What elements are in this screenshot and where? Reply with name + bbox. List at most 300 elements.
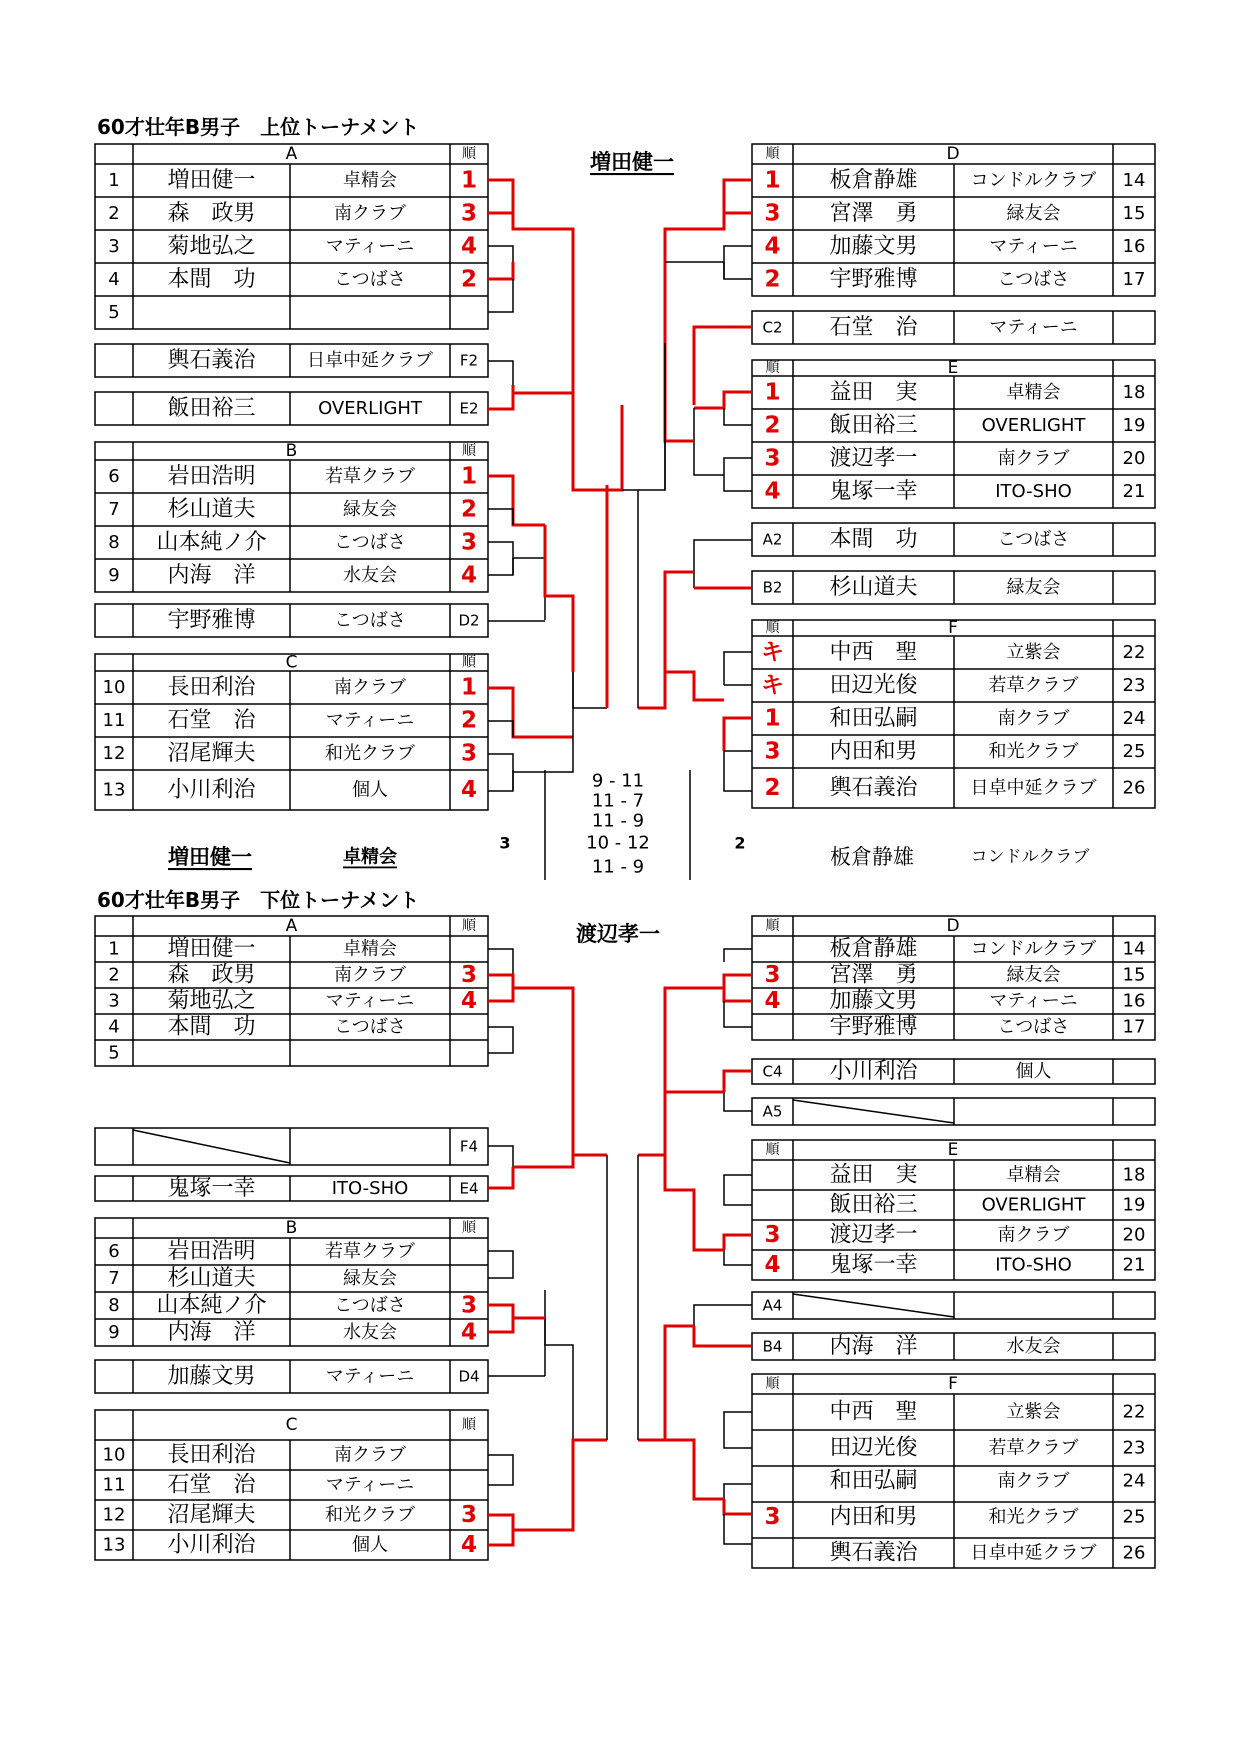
- player-name: 輿石義治: [829, 1540, 918, 1566]
- club-name: 緑友会: [343, 1268, 397, 1289]
- club-name: 緑友会: [343, 499, 397, 520]
- entry-number: 11: [102, 1474, 126, 1496]
- bracket-line: [488, 1265, 513, 1278]
- bracket-line: [488, 1040, 513, 1053]
- club-name: 和光クラブ: [988, 1506, 1079, 1528]
- club-name: 日卓中延クラブ: [970, 777, 1097, 799]
- game-score: 10 - 12: [586, 832, 650, 854]
- entry-number: 21: [1122, 1254, 1146, 1276]
- entry-number: 8: [108, 532, 120, 553]
- entry-number: 3: [108, 990, 120, 1012]
- bracket-line-win: [665, 988, 724, 1126]
- club-name: ITO-SHO: [331, 1178, 409, 1199]
- champion-name: 渡辺孝一: [576, 922, 660, 946]
- club-name: 卓精会: [1006, 1164, 1061, 1186]
- entry-number: 12: [102, 1504, 126, 1526]
- group-label: F: [948, 618, 958, 638]
- bracket-line: [513, 558, 545, 620]
- bracket-line: [513, 672, 573, 772]
- rank-column-header: 順: [765, 360, 780, 376]
- bracket-line-win: [724, 1499, 752, 1514]
- bracket-line-win: [488, 476, 545, 525]
- bracket-line: [724, 1412, 752, 1430]
- club-name: マティーニ: [989, 990, 1078, 1012]
- club-name: 南クラブ: [997, 448, 1070, 469]
- rank-value: 3: [460, 529, 478, 556]
- bracket-line: [724, 246, 752, 279]
- club-name: 南クラブ: [997, 1224, 1070, 1246]
- player-name: 渡辺孝一: [829, 446, 918, 471]
- club-name: こつばさ: [334, 532, 406, 553]
- player-name: 石堂 治: [167, 1472, 256, 1498]
- rank-column-header: 順: [462, 443, 476, 459]
- club-name: OVERLIGHT: [981, 1194, 1086, 1216]
- bracket-line: [724, 262, 752, 279]
- rank-value: 2: [460, 707, 478, 734]
- entry-number: 20: [1122, 1224, 1146, 1246]
- player-name: 田辺光俊: [829, 673, 918, 698]
- player-name: 沼尾輝夫: [167, 1502, 256, 1528]
- entry-number: 18: [1122, 382, 1146, 403]
- bracket-line-win: [573, 393, 607, 490]
- rank-value: 4: [764, 478, 781, 505]
- player-name: 小川利治: [829, 1059, 918, 1084]
- club-name: 若草クラブ: [988, 1437, 1079, 1459]
- game-score: 9 - 11: [591, 770, 645, 792]
- club-name: ITO-SHO: [995, 481, 1072, 502]
- club-name: マティーニ: [325, 1366, 415, 1387]
- entry-number: 1: [108, 170, 120, 191]
- rank-column-header: 順: [765, 1142, 780, 1158]
- player-name: 菊地弘之: [167, 234, 256, 259]
- player-name: 宮澤 勇: [829, 962, 918, 988]
- bracket-line-win: [724, 988, 752, 1001]
- player-name: 鬼塚一幸: [829, 1252, 918, 1278]
- player-name: 板倉静雄: [829, 936, 918, 962]
- bracket-line-win: [607, 405, 622, 490]
- club-name: ITO-SHO: [995, 1254, 1072, 1276]
- rank-value: 3: [460, 962, 478, 988]
- player-name: 中西 聖: [829, 1399, 918, 1425]
- club-name: 卓精会: [343, 170, 397, 191]
- entry-number: 26: [1122, 1542, 1146, 1564]
- bracket-line-win: [488, 688, 573, 737]
- player-name: 本間 功: [167, 267, 256, 292]
- group-a-table: [95, 144, 488, 329]
- bracket-line: [545, 1290, 573, 1490]
- bracket-line: [488, 1027, 513, 1040]
- rank-column-header: 順: [765, 146, 780, 162]
- final-winner-name: 増田健一: [168, 845, 252, 869]
- entry-number: 21: [1122, 481, 1146, 502]
- rank-value: 3: [460, 200, 478, 227]
- rank-column-header: 順: [765, 1376, 780, 1392]
- club-name: 水友会: [343, 565, 397, 586]
- group-a-table: [95, 916, 488, 1066]
- player-name: 輿石義治: [829, 775, 918, 801]
- club-name: マティーニ: [989, 236, 1078, 257]
- entry-number: 23: [1122, 675, 1146, 696]
- entry-number: 4: [108, 1016, 120, 1038]
- player-name: 山本純ノ介: [156, 530, 267, 555]
- club-name: こつばさ: [334, 610, 406, 631]
- player-name: 杉山道夫: [829, 575, 918, 600]
- rank-column-header: 順: [462, 1417, 476, 1433]
- seed-code: B4: [762, 1337, 783, 1356]
- rank-value: 1: [764, 379, 781, 406]
- group-label: D: [946, 916, 960, 936]
- bracket-line: [488, 949, 513, 975]
- entry-number: 12: [102, 743, 126, 764]
- game-score: 11 - 9: [591, 810, 645, 832]
- bracket-line-win: [694, 392, 752, 408]
- entry-number: 13: [102, 779, 126, 801]
- entry-number: 5: [108, 1042, 120, 1064]
- club-name: 卓精会: [1006, 382, 1061, 403]
- entry-number: 6: [108, 466, 120, 487]
- rank-value: 3: [460, 1292, 478, 1319]
- bracket-line-win: [513, 988, 573, 1126]
- empty-slot-slash: [793, 1100, 954, 1123]
- rank-value: 2: [764, 775, 781, 801]
- rank-value: 4: [764, 233, 781, 260]
- club-name: 若草クラブ: [325, 1241, 415, 1262]
- player-name: 宇野雅博: [167, 608, 256, 633]
- club-name: マティーニ: [325, 710, 415, 731]
- rank-value: 3: [764, 445, 781, 472]
- bracket-line: [724, 1190, 752, 1205]
- entry-number: 4: [108, 269, 120, 290]
- final-loser-club: コンドルクラブ: [970, 847, 1090, 867]
- bracket-line-win: [488, 988, 513, 1001]
- club-name: 立紫会: [1006, 1401, 1061, 1423]
- club-name: 日卓中延クラブ: [307, 350, 433, 371]
- club-name: 水友会: [343, 1322, 397, 1343]
- club-name: 和光クラブ: [325, 1504, 415, 1526]
- club-name: 南クラブ: [997, 1470, 1070, 1492]
- rank-column-header: 順: [462, 918, 476, 934]
- seed-code: D2: [458, 611, 480, 630]
- entry-number: 7: [108, 1268, 120, 1289]
- entry-number: 25: [1122, 741, 1146, 762]
- rank-value: 4: [460, 1532, 478, 1558]
- seed-row: [95, 1360, 488, 1393]
- player-name: 長田利治: [167, 675, 256, 700]
- player-name: 輿石義治: [167, 348, 256, 373]
- club-name: 緑友会: [1006, 203, 1061, 224]
- player-name: 石堂 治: [167, 708, 256, 733]
- player-name: 内田和男: [829, 1504, 918, 1530]
- bracket-line-win: [724, 1071, 752, 1092]
- bracket-line: [488, 1146, 513, 1167]
- bracket-line-win: [665, 1326, 694, 1440]
- bracket-line: [488, 279, 513, 312]
- seed-code: E4: [459, 1179, 479, 1198]
- group-label: A: [285, 144, 298, 164]
- rank-value: 2: [460, 266, 478, 293]
- rank-value: 2: [460, 496, 478, 523]
- player-name: 森 政男: [167, 962, 256, 988]
- entry-number: 8: [108, 1295, 120, 1316]
- bracket-line: [724, 1001, 752, 1027]
- group-label: F: [948, 1374, 958, 1394]
- bracket-line: [488, 754, 513, 790]
- club-name: こつばさ: [334, 1016, 406, 1038]
- loser-games: 2: [734, 833, 746, 853]
- rank-value: 3: [764, 738, 781, 765]
- entry-number: 5: [108, 302, 120, 323]
- player-name: 和田弘嗣: [829, 1468, 918, 1494]
- bracket-line: [488, 246, 513, 279]
- bracket-line-win: [665, 1440, 724, 1499]
- player-name: 益田 実: [829, 380, 918, 405]
- player-name: 石堂 治: [829, 315, 918, 340]
- club-name: こつばさ: [334, 1295, 406, 1316]
- rank-value: 1: [764, 705, 781, 732]
- bracket-line-win: [573, 1126, 607, 1155]
- rank-value: 1: [460, 674, 478, 701]
- group-label: C: [285, 652, 298, 673]
- section-title: 60才壮年B男子 下位トーナメント: [97, 888, 420, 912]
- club-name: 南クラブ: [334, 677, 406, 698]
- rank-value: 3: [460, 1502, 478, 1528]
- rank-value: 1: [460, 167, 478, 194]
- club-name: 南クラブ: [334, 1444, 406, 1466]
- rank-column-header: 順: [462, 654, 476, 671]
- group-label: A: [285, 916, 298, 936]
- bracket-line-win: [724, 975, 752, 988]
- club-name: 南クラブ: [334, 203, 406, 224]
- seed-code: A4: [762, 1296, 783, 1315]
- player-name: 鬼塚一幸: [829, 479, 918, 504]
- player-name: 杉山道夫: [167, 497, 256, 522]
- group-label: E: [947, 358, 959, 378]
- entry-number: 17: [1122, 1016, 1146, 1038]
- player-name: 渡辺孝一: [829, 1222, 918, 1248]
- player-name: 飯田裕三: [829, 413, 918, 438]
- bracket-line: [724, 1250, 752, 1265]
- rank-value: 4: [460, 1319, 478, 1346]
- rank-value: 3: [764, 200, 781, 227]
- bracket-line-win: [513, 1126, 573, 1167]
- seed-code: C2: [762, 318, 783, 337]
- player-name: 宇野雅博: [829, 267, 918, 292]
- entry-number: 22: [1122, 642, 1146, 663]
- player-name: 板倉静雄: [829, 168, 918, 193]
- entry-number: 9: [108, 1322, 120, 1343]
- rank-column-header: 順: [765, 620, 780, 636]
- entry-number: 6: [108, 1241, 120, 1262]
- section-title: 60才壮年B男子 上位トーナメント: [97, 115, 420, 139]
- player-name: 内海 洋: [167, 563, 256, 588]
- club-name: 和光クラブ: [325, 743, 415, 764]
- club-name: マティーニ: [989, 317, 1078, 338]
- player-name: 鬼塚一幸: [167, 1176, 256, 1201]
- entry-number: 16: [1122, 236, 1146, 257]
- club-name: 個人: [1015, 1061, 1052, 1082]
- group-label: D: [946, 144, 960, 164]
- bracket-line: [488, 1470, 513, 1485]
- bracket-line: [638, 343, 665, 490]
- rank-column-header: 順: [462, 146, 476, 162]
- club-name: マティーニ: [325, 1474, 415, 1496]
- entry-number: 24: [1122, 1470, 1146, 1492]
- bracket-line: [488, 509, 513, 525]
- rank-value: 3: [764, 1504, 781, 1530]
- player-name: 加藤文男: [829, 988, 918, 1014]
- player-name: 菊地弘之: [167, 988, 256, 1014]
- entry-number: 26: [1122, 777, 1146, 799]
- player-name: 田辺光俊: [829, 1435, 918, 1461]
- club-name: コンドルクラブ: [970, 938, 1097, 960]
- rank-value: 4: [460, 233, 478, 260]
- bracket-line-win: [545, 525, 573, 672]
- club-name: 緑友会: [1006, 577, 1061, 598]
- rank-value: キ: [761, 639, 784, 666]
- seed-code: E2: [459, 399, 479, 418]
- player-name: 小川利治: [167, 1532, 256, 1558]
- bracket-line: [694, 408, 724, 475]
- entry-number: 2: [108, 964, 120, 986]
- club-name: こつばさ: [997, 269, 1070, 290]
- empty-slot-slash: [133, 1130, 290, 1163]
- club-name: 水友会: [1006, 1336, 1061, 1357]
- final-loser-name: 板倉静雄: [830, 845, 914, 869]
- seed-code: F2: [459, 351, 479, 370]
- bracket-line-win: [665, 572, 694, 672]
- club-name: 和光クラブ: [988, 741, 1079, 762]
- bracket-line-win: [724, 718, 752, 751]
- player-name: 宇野雅博: [829, 1014, 918, 1040]
- club-name: コンドルクラブ: [970, 170, 1097, 191]
- bracket-line-win: [488, 385, 513, 409]
- game-score: 11 - 7: [591, 790, 645, 812]
- entry-number: 10: [102, 677, 126, 698]
- entry-number: 18: [1122, 1164, 1146, 1186]
- entry-number: 13: [102, 1534, 126, 1556]
- entry-number: 2: [108, 203, 120, 224]
- player-name: 長田利治: [167, 1442, 256, 1468]
- player-name: 増田健一: [167, 936, 256, 962]
- player-name: 小川利治: [167, 777, 256, 803]
- bracket-line-win: [488, 1167, 513, 1188]
- entry-number: 11: [102, 710, 126, 731]
- seed-row: [95, 392, 488, 425]
- winner-games: 3: [499, 833, 511, 853]
- seed-code: A5: [762, 1102, 783, 1121]
- rank-value: 2: [764, 266, 781, 293]
- club-name: OVERLIGHT: [981, 415, 1086, 436]
- club-name: 個人: [352, 1534, 388, 1556]
- player-name: 山本純ノ介: [156, 1293, 267, 1318]
- game-score: 11 - 9: [591, 856, 645, 878]
- bracket-line-win: [513, 343, 573, 393]
- entry-number: 17: [1122, 269, 1146, 290]
- bracket-line: [724, 751, 752, 791]
- bracket-line-win: [513, 1490, 573, 1530]
- rank-value: 1: [764, 167, 781, 194]
- bracket-line: [724, 949, 752, 962]
- final-winner-club: 卓精会: [343, 846, 397, 868]
- group-label: E: [947, 1140, 959, 1160]
- entry-number: 25: [1122, 1506, 1146, 1528]
- bracket-line: [694, 1305, 752, 1326]
- champion-name: 増田健一: [590, 150, 674, 174]
- bracket-line-win: [573, 1440, 607, 1490]
- bracket-line: [724, 1484, 752, 1499]
- bracket-line: [724, 652, 752, 685]
- entry-number: 19: [1122, 415, 1146, 436]
- entry-number: 19: [1122, 1194, 1146, 1216]
- player-name: 内田和男: [829, 739, 918, 764]
- club-name: こつばさ: [997, 1016, 1070, 1038]
- entry-number: 3: [108, 236, 120, 257]
- bracket-line-win: [488, 213, 513, 229]
- bracket-line-win: [724, 1235, 752, 1250]
- bracket-line: [488, 1455, 513, 1470]
- bracket-line: [724, 458, 752, 475]
- club-name: 緑友会: [1006, 964, 1061, 986]
- club-name: こつばさ: [334, 269, 406, 290]
- bracket-line-win: [488, 975, 513, 988]
- club-name: 南クラブ: [997, 708, 1070, 729]
- club-name: 日卓中延クラブ: [970, 1542, 1097, 1564]
- player-name: 本間 功: [829, 527, 918, 552]
- bracket-line-win: [638, 672, 665, 708]
- club-name: こつばさ: [997, 529, 1070, 550]
- bracket-line-win: [488, 1530, 513, 1545]
- entry-number: 9: [108, 565, 120, 586]
- bracket-line-win: [665, 672, 724, 700]
- seed-row: [95, 1176, 488, 1201]
- seed-code: C4: [762, 1062, 783, 1081]
- seed-row: [95, 604, 488, 637]
- bracket-line: [724, 1092, 752, 1111]
- rank-value: 3: [764, 962, 781, 988]
- bracket-line: [488, 721, 513, 737]
- club-name: 個人: [352, 779, 388, 801]
- group-label: B: [285, 1218, 298, 1238]
- seed-code: A2: [762, 530, 783, 549]
- bracket-line: [694, 540, 752, 588]
- entry-number: 7: [108, 499, 120, 520]
- group-b-table: [95, 442, 488, 592]
- bracket-line: [513, 1318, 545, 1376]
- bracket-line: [488, 1251, 513, 1265]
- rank-value: 4: [460, 562, 478, 589]
- club-name: 若草クラブ: [988, 675, 1079, 696]
- entry-number: 10: [102, 1444, 126, 1466]
- player-name: 岩田浩明: [167, 464, 256, 489]
- bracket-line-win: [694, 1326, 752, 1346]
- bracket-line: [488, 542, 513, 575]
- seed-code: D4: [458, 1367, 480, 1386]
- player-name: 飯田裕三: [829, 1192, 918, 1218]
- empty-slot-slash: [793, 1294, 954, 1317]
- rank-value: キ: [761, 672, 784, 699]
- club-name: 立紫会: [1006, 642, 1061, 663]
- seed-code: F4: [459, 1137, 479, 1156]
- entry-number: 22: [1122, 1401, 1146, 1423]
- player-name: 加藤文男: [167, 1364, 256, 1389]
- player-name: 益田 実: [829, 1162, 918, 1188]
- bracket-line: [488, 770, 513, 791]
- entry-number: 16: [1122, 990, 1146, 1012]
- player-name: 内海 洋: [167, 1320, 256, 1345]
- player-name: 宮澤 勇: [829, 201, 918, 226]
- bracket-line: [724, 408, 752, 425]
- group-c-table: [95, 654, 488, 810]
